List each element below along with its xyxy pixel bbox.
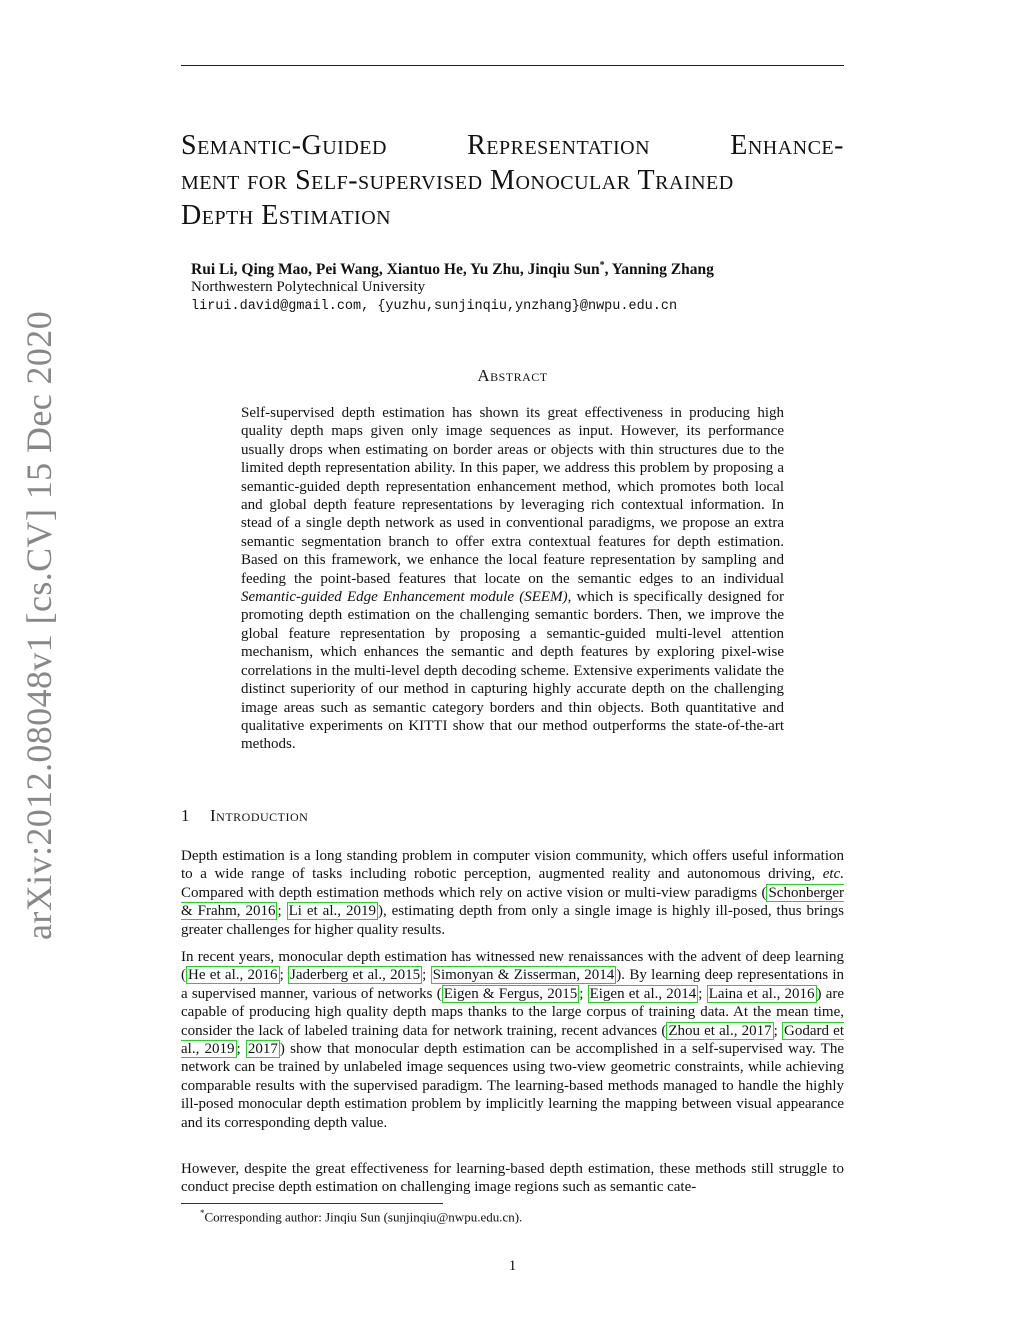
citation-link[interactable]: Li et al., 2019 [288, 903, 376, 920]
citation-link[interactable]: Godard et al., 2019 [181, 1022, 844, 1058]
citation-link[interactable]: Simonyan & Zisserman, 2014 [432, 967, 615, 984]
citation-link[interactable]: Eigen & Fergus, 2015 [443, 985, 578, 1002]
separator: ; [422, 967, 431, 984]
intro-paragraph-2 [181, 948, 844, 1132]
text: ). By learning deep representations in a supervised manner, various of networks ( [181, 967, 845, 1002]
title-word-1: Semantic-Guided [181, 130, 387, 161]
title-line-2: ment for Self-supervised Monocular Trained [181, 165, 734, 196]
text: ), estimating depth from only a single image is highly ill-posed, thus brings greater challenges for higher quality results. [181, 903, 844, 938]
separator: ; [236, 1041, 246, 1058]
title-word-3: Enhance- [730, 130, 844, 161]
arxiv-identifier: arXiv:2012.08048v1 [cs.CV] 15 Dec 2020 [19, 310, 59, 940]
intro-paragraph-3: However, despite the great effectiveness for learning-based depth estimation, these methods still struggle to conduct precise depth estimation on challenging image regions such as semantic cate- [181, 1161, 844, 1196]
text: ) are capable of producing high quality depth maps thanks to the large corpus of training data. At the mean time, consider the lack of labeled training data for network training, recent advances ( [181, 985, 845, 1039]
footnote-text: Corresponding author: Jinqiu Sun (sunjinqiu@nwpu.edu.cn). [204, 1209, 523, 1225]
authors-main: Rui Li, Qing Mao, Pei Wang, Xiantuo He, Yu Zhu, Jinqiu Sun [191, 261, 600, 279]
abstract-body [241, 404, 784, 754]
affiliation: Northwestern Polytechnical University [191, 279, 426, 295]
title-line-3: Depth Estimation [181, 200, 392, 231]
intro-paragraph-1 [181, 847, 844, 939]
citation-link[interactable]: Zhou et al., 2017 [668, 1022, 772, 1039]
title-line-1 [181, 128, 844, 163]
author-list: Rui Li, Qing Mao, Pei Wang, Xiantuo He, Yu Zhu, Jinqiu Sun*, Yanning Zhang [191, 260, 714, 279]
abstract-italic: Semantic-guided Edge Enhancement module (SEEM) [241, 589, 568, 606]
citation-link[interactable]: Eigen et al., 2014 [589, 985, 697, 1002]
citation-link[interactable]: Schonberger & Frahm, 2016 [181, 884, 844, 920]
text: Compared with depth estimation methods which rely on active vision or multi-view paradigms ( [181, 884, 767, 901]
separator: ; [698, 985, 707, 1002]
footnote-mark: * [200, 1208, 205, 1218]
abstract-text-1: Self-supervised depth estimation has shown its great effectiveness in producing high quality depth maps given only image sequences as input. However, its performance usually drops when estimating on border areas or objects with thin structures due to the limited depth representation ability. In this paper, we address this problem by proposing a semantic-guided depth representation enhancement method, which promotes both local and global depth feature representations by leveraging rich contextual information. In stead of a single depth network as used in conventional paradigms, we propose an extra semantic segmentation branch to offer extra contextual features for depth estimation. Based on this framework, we enhance the local feature representation by sampling and feeding the point-based features that locate on the semantic edges to an individual [241, 405, 784, 587]
citation-link[interactable]: Jaderberg et al., 2015 [290, 967, 421, 984]
header-rule [181, 65, 844, 66]
corresponding-mark: * [599, 260, 605, 271]
separator: ; [277, 903, 287, 920]
separator: ; [773, 1022, 782, 1039]
section-number: 1 [181, 806, 190, 825]
text: In recent years, monocular depth estimation has witnessed new renaissances with the advent of deep learning ( [181, 949, 844, 984]
section-title: Introduction [210, 806, 309, 825]
text: ) show that monocular depth estimation can be accomplished in a self-supervised way. The network can be trained by unlabeled image sequences using two-view geometric constraints, while achieving comparable results with the supervised paradigm. The learning-based methods managed to handle the highly ill-posed monocular depth estimation problem by implicitly learning the mapping between visual appearance and its corresponding depth value. [181, 1041, 845, 1131]
citation-link[interactable]: Laina et al., 2016 [708, 985, 815, 1002]
paper-title [181, 128, 844, 233]
author-emails: lirui.david@gmail.com, {yuzhu,sunjinqiu,ynzhang}@nwpu.edu.cn [191, 299, 678, 314]
section-heading [181, 806, 308, 826]
separator: ; [279, 967, 289, 984]
separator: ; [579, 985, 588, 1002]
text: Depth estimation is a long standing problem in computer vision community, which offers useful information to a wide range of tasks including robotic perception, augmented reality and autonomous driving, [181, 848, 844, 883]
abstract-text-2: , which is specifically designed for promoting depth estimation on the challenging semantic borders. Then, we improve the global feature representation by proposing a semantic-guided multi-level attention mechanism, which enhances the semantic and depth features by exploring pixel-wise correlations in the multi-level depth decoding scheme. Extensive experiments validate the distinct superiority of our method in capturing highly accurate depth on the challenging image areas such as semantic category borders and thin objects. Both quantitative and qualitative experiments on KITTI show that our method outperforms the state-of-the-art methods. [241, 589, 784, 753]
citation-link[interactable]: He et al., 2016 [188, 967, 278, 984]
page-number: 1 [508, 1258, 517, 1274]
title-word-2: Representation [467, 130, 651, 161]
citation-link[interactable]: 2017 [247, 1041, 278, 1058]
footnote-rule [181, 1203, 443, 1204]
author-last: Yanning Zhang [611, 261, 714, 279]
text-italic: etc. [822, 866, 844, 883]
footnote [200, 1208, 522, 1225]
abstract-heading: Abstract [477, 366, 548, 385]
